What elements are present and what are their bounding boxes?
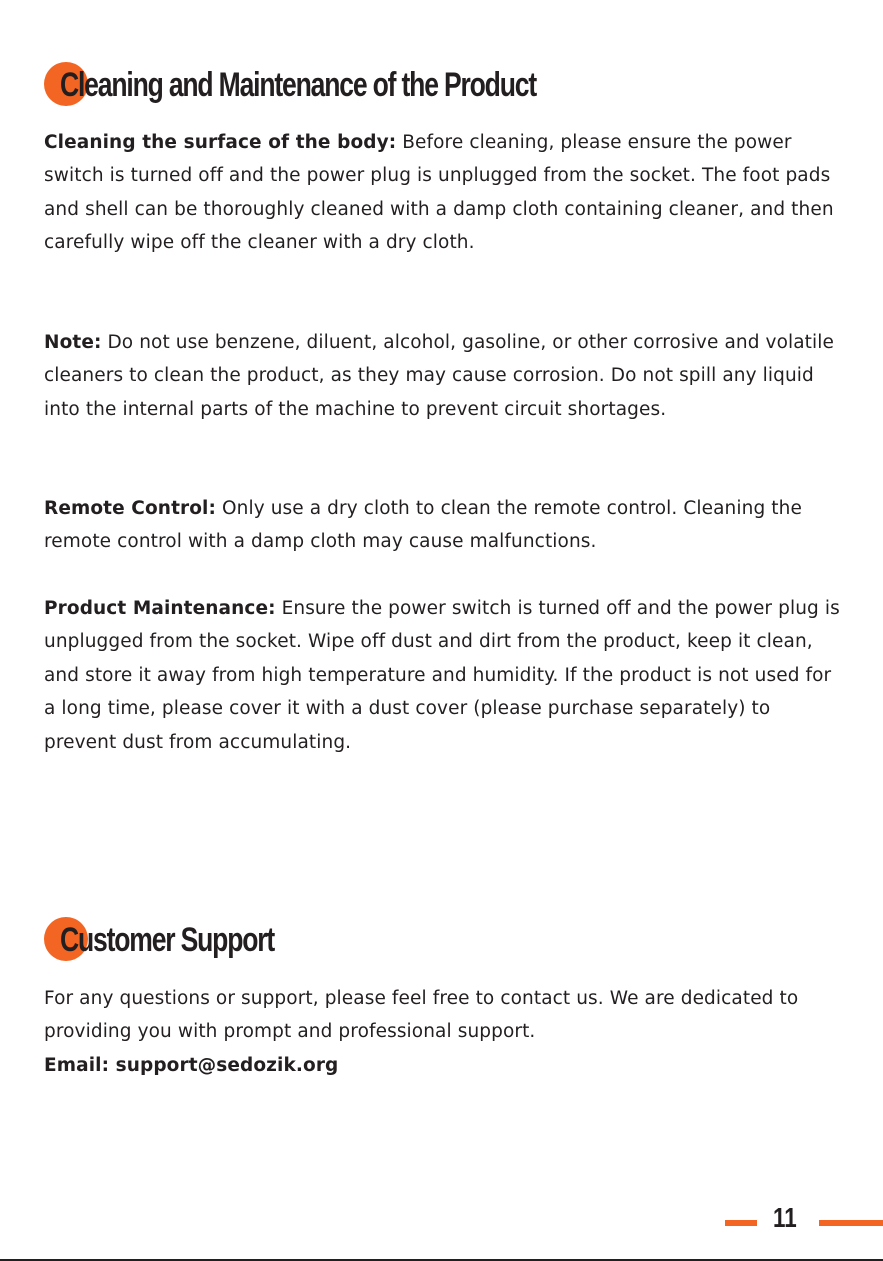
paragraph-text: Do not use benzene, diluent, alcohol, gasoline, or other corrosive and volatile cleaners to clean the product, as they may cause corrosion. Do not spill any liquid into the internal parts of the machine to prevent circuit shortages. [44,332,834,420]
page-footer [725,1200,883,1236]
footer-accent-bar-left [725,1220,757,1226]
paragraph-remote-control [44,492,844,559]
paragraph-label: Cleaning the surface of the body: [44,132,397,153]
section-title: Cleaning and Maintenance of the Product [60,66,536,104]
paragraph-text: Only use a dry cloth to clean the remote control. Cleaning the remote control with a damp cloth may cause malfunctions. [44,498,802,553]
paragraph-label: Remote Control: [44,498,216,519]
section-heading-cleaning [44,62,670,108]
paragraph-text: For any questions or support, please feel free to contact us. We are dedicated to providing you with prompt and professional support. [44,988,799,1043]
paragraph-label: Product Maintenance: [44,598,276,619]
footer-accent-bar-right [819,1220,883,1226]
paragraph-body-surface [44,126,844,260]
paragraph-text: Ensure the power switch is turned off and the power plug is unplugged from the socket. Wipe off dust and dirt from the product, keep it clean, and store it away from high temperature and humidity. If the product is not used for a long time, please cover it with a dust cover (please purchase separately) to prevent dust from accumulating. [44,598,840,753]
section-heading-support [44,917,334,963]
paragraph-product-maintenance [44,592,844,759]
paragraph-note [44,326,844,426]
paragraph-text: Before cleaning, please ensure the power switch is turned off and the power plug is unplugged from the socket. The foot pads and shell can be thoroughly cleaned with a damp cloth containing cleaner, and then carefully wipe off the cleaner with a dry cloth. [44,132,834,254]
paragraph-label: Note: [44,332,102,353]
page-number: 11 [773,1202,797,1233]
section-title: Customer Support [60,921,275,959]
support-email[interactable]: Email: support@sedozik.org [44,1054,339,1076]
paragraph-support [44,982,844,1082]
